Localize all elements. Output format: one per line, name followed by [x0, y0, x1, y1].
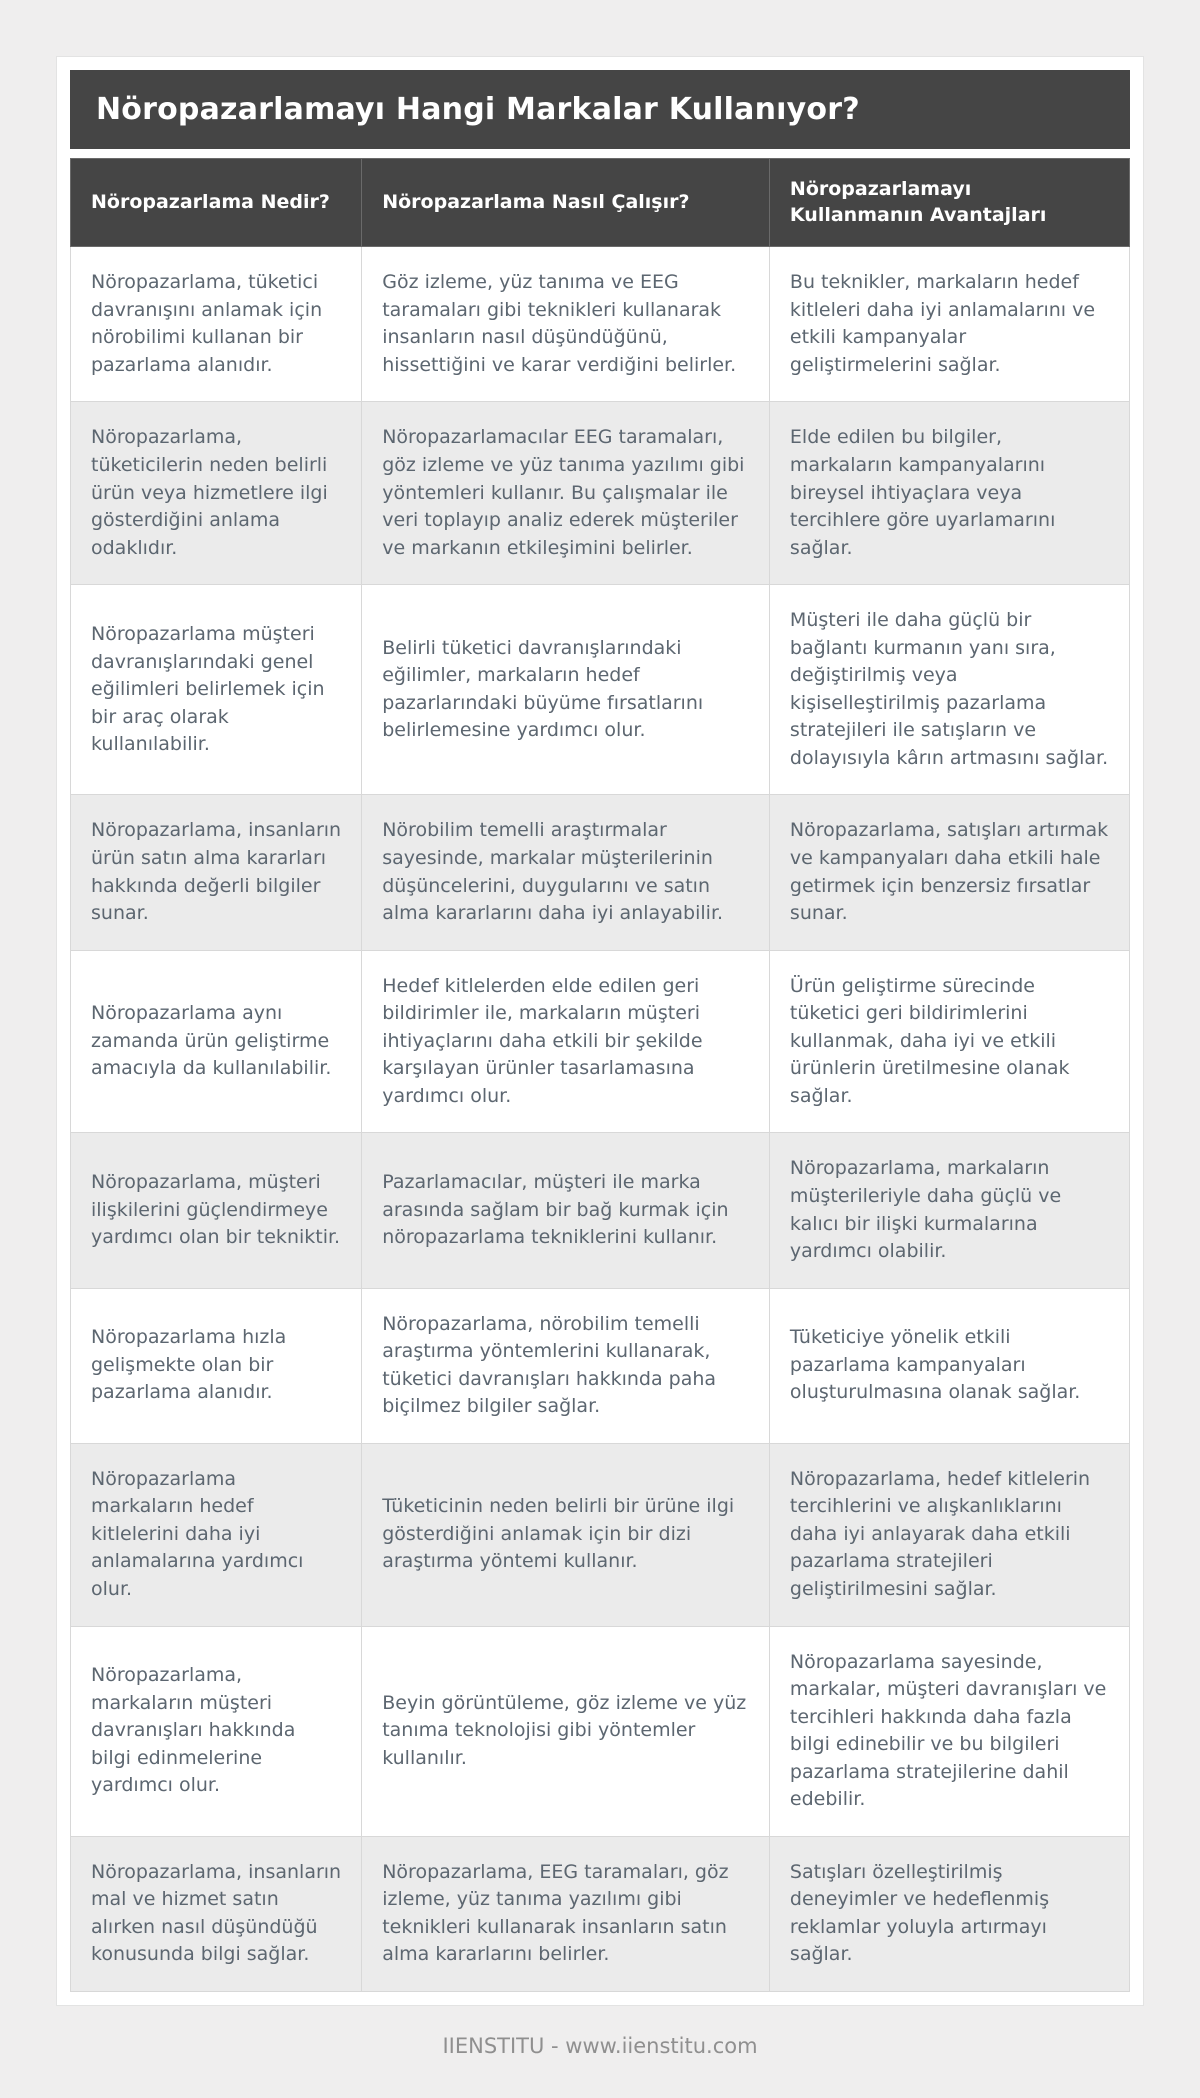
table-cell: Nöropazarlama müşteri davranışlarındaki genel eğilimleri belirlemek için bir araç olarak kullanılabilir.	[71, 585, 362, 795]
table-cell: Hedef kitlelerden elde edilen geri bildirimler ile, markaların müşteri ihtiyaçlarını daha etkili bir şekilde karşılayan ürünler tasarlamasına yardımcı olur.	[362, 950, 770, 1133]
table-row	[71, 1443, 1130, 1626]
table-row	[71, 795, 1130, 950]
table-row	[71, 247, 1130, 402]
table-row	[71, 1288, 1130, 1443]
table-row	[71, 950, 1130, 1133]
header-row	[71, 159, 1130, 247]
table-cell: Nöropazarlama, tüketicilerin neden belirli ürün veya hizmetlere ilgi gösterdiğini anlama odaklıdır.	[71, 402, 362, 585]
table-cell: Elde edilen bu bilgiler, markaların kampanyalarını bireysel ihtiyaçlara veya tercihlere göre uyarlamarını sağlar.	[769, 402, 1129, 585]
table-cell: Ürün geliştirme sürecinde tüketici geri bildirimlerini kullanmak, daha iyi ve etkili ürünlerin üretilmesine olanak sağlar.	[769, 950, 1129, 1133]
table-cell: Nöropazarlama aynı zamanda ürün geliştirme amacıyla da kullanılabilir.	[71, 950, 362, 1133]
table-cell: Nöropazarlama, tüketici davranışını anlamak için nörobilimi kullanan bir pazarlama alanıdır.	[71, 247, 362, 402]
table-cell: Nöropazarlama sayesinde, markalar, müşteri davranışları ve tercihleri hakkında daha fazla bilgi edinebilir ve bu bilgileri pazarlama stratejilerine dahil edebilir.	[769, 1626, 1129, 1836]
table-cell: Nöropazarlama, insanların mal ve hizmet satın alırken nasıl düşündüğü konusunda bilgi sağlar.	[71, 1836, 362, 1991]
table-row	[71, 1133, 1130, 1288]
table-row	[71, 402, 1130, 585]
column-header-what: Nöropazarlama Nedir?	[71, 159, 362, 247]
table-cell: Nörobilim temelli araştırmalar sayesinde, markalar müşterilerinin düşüncelerini, duygularını ve satın alma kararlarını daha iyi anlayabilir.	[362, 795, 770, 950]
table-cell: Pazarlamacılar, müşteri ile marka arasında sağlam bir bağ kurmak için nöropazarlama tekniklerini kullanır.	[362, 1133, 770, 1288]
neuromarketing-table	[70, 158, 1130, 1992]
table-cell: Tüketicinin neden belirli bir ürüne ilgi gösterdiğini anlamak için bir dizi araştırma yöntemi kullanır.	[362, 1443, 770, 1626]
table-cell: Nöropazarlamacılar EEG taramaları, göz izleme ve yüz tanıma yazılımı gibi yöntemleri kullanır. Bu çalışmalar ile veri toplayıp analiz ederek müşteriler ve markanın etkileşimini belirler.	[362, 402, 770, 585]
table-cell: Bu teknikler, markaların hedef kitleleri daha iyi anlamalarını ve etkili kampanyalar geliştirmelerini sağlar.	[769, 247, 1129, 402]
page-title: Nöropazarlamayı Hangi Markalar Kullanıyor?	[70, 70, 1130, 149]
table-cell: Belirli tüketici davranışlarındaki eğilimler, markaların hedef pazarlarındaki büyüme fırsatlarını belirlemesine yardımcı olur.	[362, 585, 770, 795]
table-cell: Nöropazarlama, müşteri ilişkilerini güçlendirmeye yardımcı olan bir tekniktir.	[71, 1133, 362, 1288]
table-cell: Göz izleme, yüz tanıma ve EEG taramaları gibi teknikleri kullanarak insanların nasıl düşündüğünü, hissettiğini ve karar verdiğini belirler.	[362, 247, 770, 402]
column-header-how: Nöropazarlama Nasıl Çalışır?	[362, 159, 770, 247]
column-header-advantages: Nöropazarlamayı Kullanmanın Avantajları	[769, 159, 1129, 247]
table-row	[71, 585, 1130, 795]
table-cell: Nöropazarlama, insanların ürün satın alma kararları hakkında değerli bilgiler sunar.	[71, 795, 362, 950]
table-cell: Beyin görüntüleme, göz izleme ve yüz tanıma teknolojisi gibi yöntemler kullanılır.	[362, 1626, 770, 1836]
table-cell: Satışları özelleştirilmiş deneyimler ve hedeflenmiş reklamlar yoluyla artırmayı sağlar.	[769, 1836, 1129, 1991]
table-row	[71, 1836, 1130, 1991]
table-cell: Müşteri ile daha güçlü bir bağlantı kurmanın yanı sıra, değiştirilmiş veya kişiselleştirilmiş pazarlama stratejileri ile satışların ve dolayısıyla kârın artmasını sağlar.	[769, 585, 1129, 795]
table-cell: Nöropazarlama, nörobilim temelli araştırma yöntemlerini kullanarak, tüketici davranışları hakkında paha biçilmez bilgiler sağlar.	[362, 1288, 770, 1443]
footer-credit: IIENSTITU - www.iienstitu.com	[442, 2033, 758, 2058]
table-cell: Nöropazarlama, markaların müşterileriyle daha güçlü ve kalıcı bir ilişki kurmalarına yardımcı olabilir.	[769, 1133, 1129, 1288]
table-cell: Nöropazarlama, EEG taramaları, göz izleme, yüz tanıma yazılımı gibi teknikleri kullanarak insanların satın alma kararlarını belirler.	[362, 1836, 770, 1991]
table-cell: Nöropazarlama hızla gelişmekte olan bir pazarlama alanıdır.	[71, 1288, 362, 1443]
table-cell: Tüketiciye yönelik etkili pazarlama kampanyaları oluşturulmasına olanak sağlar.	[769, 1288, 1129, 1443]
table-row	[71, 1626, 1130, 1836]
table-cell: Nöropazarlama, markaların müşteri davranışları hakkında bilgi edinmelerine yardımcı olur.	[71, 1626, 362, 1836]
table-cell: Nöropazarlama markaların hedef kitlelerini daha iyi anlamalarına yardımcı olur.	[71, 1443, 362, 1626]
table-cell: Nöropazarlama, hedef kitlelerin tercihlerini ve alışkanlıklarını daha iyi anlayarak daha etkili pazarlama stratejileri geliştirilmesini sağlar.	[769, 1443, 1129, 1626]
table-cell: Nöropazarlama, satışları artırmak ve kampanyaları daha etkili hale getirmek için benzersiz fırsatlar sunar.	[769, 795, 1129, 950]
infographic-card	[56, 56, 1144, 2006]
